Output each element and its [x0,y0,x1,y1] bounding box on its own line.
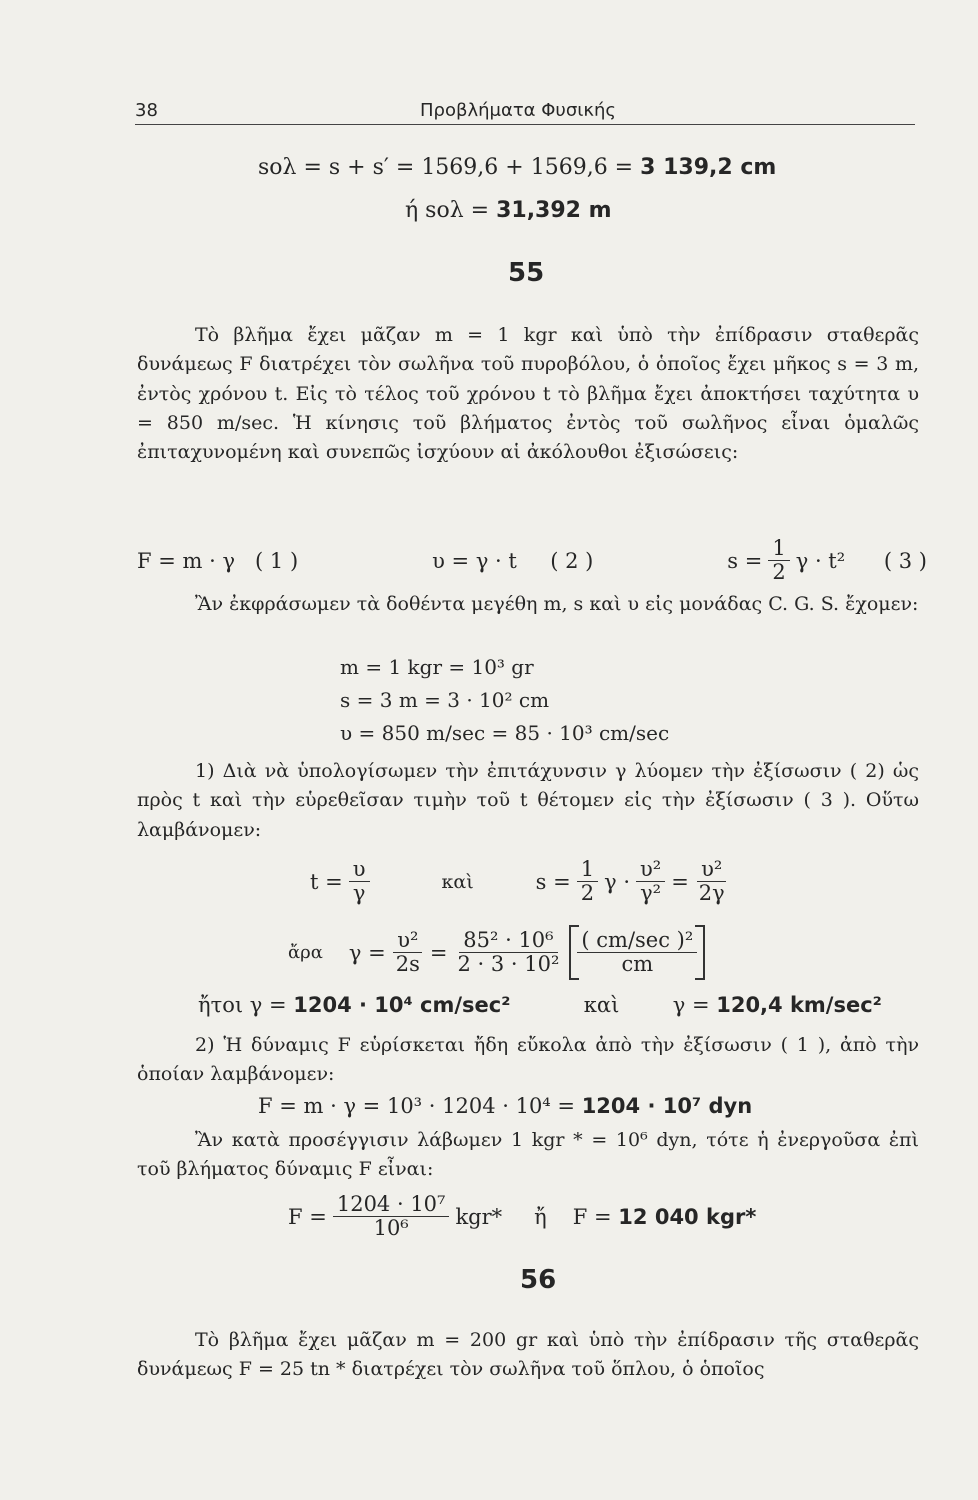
equation-3: s = $\frac{1}{2}$ γ · t² ( 3 ) [727,536,927,585]
force-kgr-equation [288,1193,756,1240]
result-g2-prefix: γ = [672,993,717,1017]
fk-lhs: F = [288,1204,327,1229]
fk-result: 12 040 kgr* [618,1204,757,1229]
var-velocity: υ = 850 m/sec = 85 · 10³ cm/sec [340,721,670,745]
running-title: Προβλήματα Φυσικής [420,100,616,121]
equations-row [137,537,927,584]
total-distance-m-eq: ή sολ = [405,198,497,223]
fk-unit: kgr* [455,1204,503,1229]
header-rule [135,124,915,125]
approximation-paragraph: Ἂν κατὰ προσέγγισιν λάβωμεν 1 kgr * = 10⁶ dyn, τότε ἡ ἐνεργοῦσα ἐπὶ τοῦ βλήματος δύναμις F εἶναι: [137,1129,919,1181]
problem-55-intro: Τὸ βλῆμα ἔχει μᾶζαν m = 1 kgr καὶ ὑπὸ τὴν ἐπίδρασιν σταθερᾶς δυνάμεως F διατρέχει τὸν σωλῆνα τοῦ πυροβόλου, ὁ ὁποῖος ἔχει μῆκος s = 3 m, ἐντὸς χρόνου t. Εἰς τὸ τέλος τοῦ χρόνου t τὸ βλῆμα ἔχει ἀποκτήσει ταχύτητα υ = 850 m/sec. Ἡ κίνησις τοῦ βλήματος ἐντὸς τοῦ σωλῆνος εἶναι ὁμαλῶς ἐπιταχυνομένη καὶ συνεπῶς ἰσχύουν αἱ ἀκόλουθοι ἐξισώσεις: [137,324,919,464]
t-and-s-equations [310,858,729,905]
problem-56-intro: Τὸ βλῆμα ἔχει μᾶζαν m = 200 gr καὶ ὑπὸ τὴν ἐπίδρασιν τῆς σταθερᾶς δυνάμεως F = 25 tn * διατρέχει τὸν σωλῆνα τοῦ ὅπλου, ὁ ὁποῖος [137,1329,919,1381]
unit-bracket [569,925,705,980]
page-number: 38 [135,100,158,121]
fk-fraction: $\frac{\text{1204 · 10⁷}}{\text{10⁶}}$ [333,1193,450,1240]
g-equals: = [429,940,448,965]
force-result: 1204 · 10⁷ dyn [581,1094,753,1118]
result-g-km: 120,4 km/sec² [716,993,882,1017]
cgs-paragraph: Ἂν ἐκφράσωμεν τὰ δοθέντα μεγέθη m, s καὶ υ εἰς μονάδας C. G. S. ἔχομεν: [195,593,919,615]
acceleration-equation [288,925,705,980]
fk-or: ἤ [534,1204,547,1229]
total-distance-eq: sολ = s + s′ = 1569,6 + 1569,6 = [258,155,641,180]
acceleration-result [198,993,882,1017]
t-fraction: $\frac{\upsilon}{\gamma}$ [349,858,370,905]
step-2-paragraph: 2) Ἡ δύναμις F εὑρίσκεται ἤδη εὔκολα ἀπὸ τὴν ἐξίσωσιν ( 1 ), ἀπὸ τὴν ὁποίαν λαμβάνομεν: [137,1034,919,1086]
ara-word: ἄρα [288,942,323,964]
total-distance-line [258,155,776,180]
result-prefix: ἤτοι γ = [198,993,294,1017]
equation-2: υ = γ · t ( 2 ) [432,548,594,573]
problem-number-55: 55 [508,258,545,288]
total-distance-m: 31,392 m [496,198,612,223]
g-fraction-2: $\frac{\text{85² · 10⁶}}{\text{2 · 3 · 10²}}$ [457,928,560,977]
s-equals: = [671,869,689,894]
s-fraction-v2-g2: $\frac{\text{υ²}}{\text{γ²}}$ [636,858,665,905]
total-distance-cm: 3 139,2 cm [640,155,777,180]
problem-number-56: 56 [520,1265,557,1295]
force-eq-text: F = m · γ = 10³ · 1204 · 10⁴ = [258,1094,582,1118]
fraction-half: $\frac{1}{2}$ [768,537,789,584]
s-mid: γ · [604,869,630,894]
step-1-paragraph: 1) Διὰ νὰ ὑπολογίσωμεν τὴν ἐπιτάχυνσιν γ λύομεν τὴν ἐξίσωσιν ( 2) ὡς πρὸς t καὶ τὴν εὑρεθεῖσαν τιμὴν τοῦ t θέτομεν εἰς τὴν ἐξίσωσιν ( 3 ). Οὕτω λαμβάνομεν: [137,760,919,841]
var-mass: m = 1 kgr = 10³ gr [340,655,534,679]
result-kai: καὶ [583,993,620,1017]
fk-rhs-prefix: F = [572,1204,619,1229]
g-lhs: γ = [348,940,386,965]
s-fraction-v2-2g: $\frac{\text{υ²}}{2\gamma}$ [698,857,725,906]
g-unit-fraction: $\frac{\text{( cm/sec )²}}{cm}$ [577,929,697,976]
t-lhs: t = [310,869,343,894]
force-equation [258,1094,752,1118]
equation-1: F = m · γ ( 1 ) [137,548,299,573]
s-fraction-half: $\frac{1}{2}$ [577,858,598,905]
var-length: s = 3 m = 3 · 10² cm [340,688,550,712]
g-fraction-1: $\frac{\text{υ²}}{2s}$ [392,929,424,976]
kai-word: καὶ [441,870,474,893]
total-distance-m-line [405,198,612,223]
s-lhs: s = [535,869,571,894]
result-g-cgs: 1204 · 10⁴ cm/sec² [293,993,511,1017]
